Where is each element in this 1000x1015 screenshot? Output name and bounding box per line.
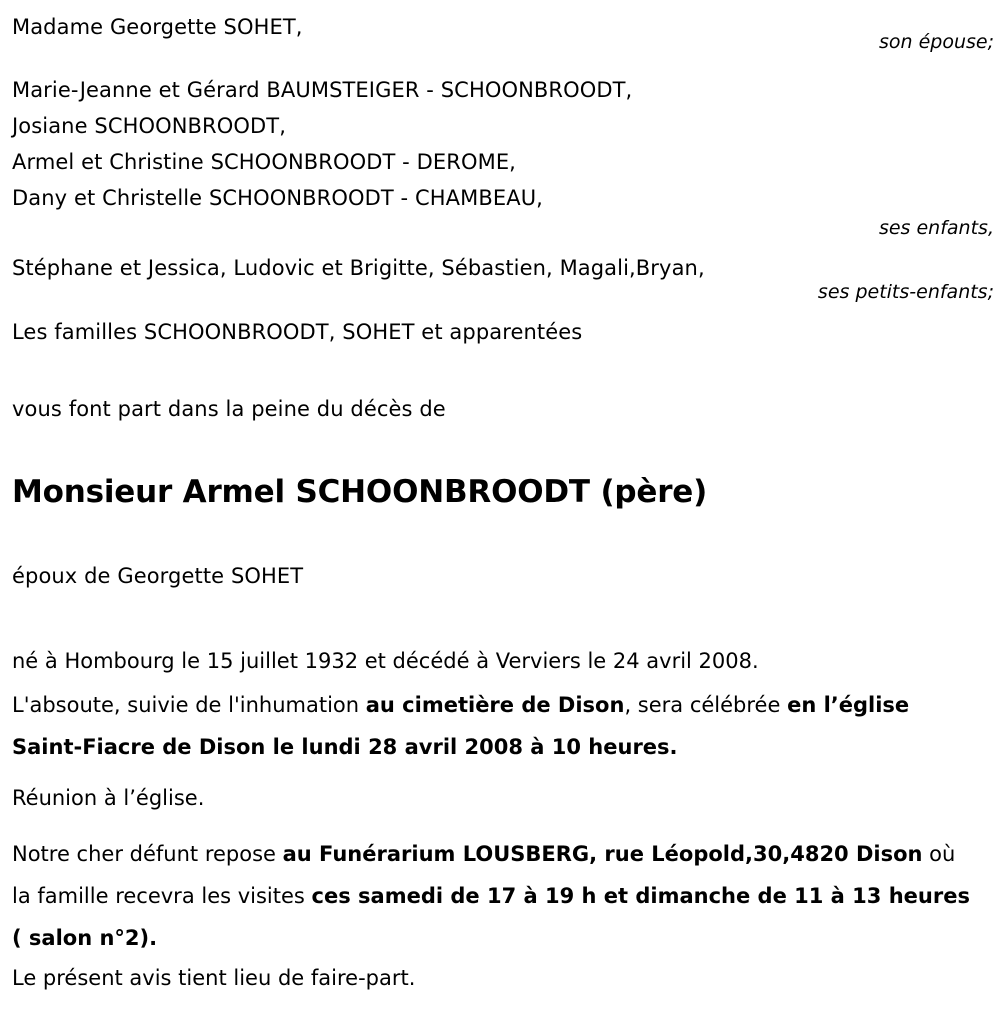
funeral-home-paragraph xyxy=(12,833,974,959)
funeral-home-address: au Funérarium LOUSBERG, rue Léopold,30,4820 Dison xyxy=(282,842,923,866)
announcement-intro: vous font part dans la peine du décès de xyxy=(12,397,446,421)
ceremony-burial-location: au cimetière de Dison xyxy=(365,693,625,717)
child-entry: Dany et Christelle SCHOONBROODT - CHAMBEAU, xyxy=(12,186,543,210)
child-entry: Josiane SCHOONBROODT, xyxy=(12,114,286,138)
funeral-home-text-part-1: Notre cher défunt repose xyxy=(12,842,283,866)
child-entry: Marie-Jeanne et Gérard BAUMSTEIGER - SCHOONBROODT, xyxy=(12,78,633,102)
ceremony-paragraph xyxy=(12,684,974,768)
children-relation-label: ses enfants, xyxy=(878,217,994,239)
spouse-relation-label: son épouse; xyxy=(878,31,994,53)
related-families: Les familles SCHOONBROODT, SOHET et apparentées xyxy=(12,320,583,344)
spouse-of-line: époux de Georgette SOHET xyxy=(12,564,304,588)
closing-line: Le présent avis tient lieu de faire-part. xyxy=(12,966,416,990)
deceased-name-heading: Monsieur Armel SCHOONBROODT (père) xyxy=(12,474,708,510)
ceremony-church-datetime: en l’église Saint-Fiacre de Dison le lundi 28 avril 2008 à 10 heures. xyxy=(12,693,910,759)
spouse-name: Madame Georgette SOHET, xyxy=(12,15,303,39)
gathering-line: Réunion à l’église. xyxy=(12,786,205,810)
ceremony-text-part-2: , sera célébrée xyxy=(624,693,788,717)
visiting-hours: ces samedi de 17 à 19 h et dimanche de 11 à 13 heures ( salon n°2). xyxy=(12,884,970,950)
ceremony-text-part-1: L'absoute, suivie de l'inhumation xyxy=(12,693,366,717)
grandchildren-relation-label: ses petits-enfants; xyxy=(817,281,994,303)
child-entry: Armel et Christine SCHOONBROODT - DEROME, xyxy=(12,150,516,174)
funeral-home-text-part-2: où la famille recevra les visites xyxy=(12,842,956,908)
grandchildren-entry: Stéphane et Jessica, Ludovic et Brigitte, Sébastien, Magali,Bryan, xyxy=(12,256,705,280)
birth-death-line: né à Hombourg le 15 juillet 1932 et décédé à Verviers le 24 avril 2008. xyxy=(12,649,759,673)
